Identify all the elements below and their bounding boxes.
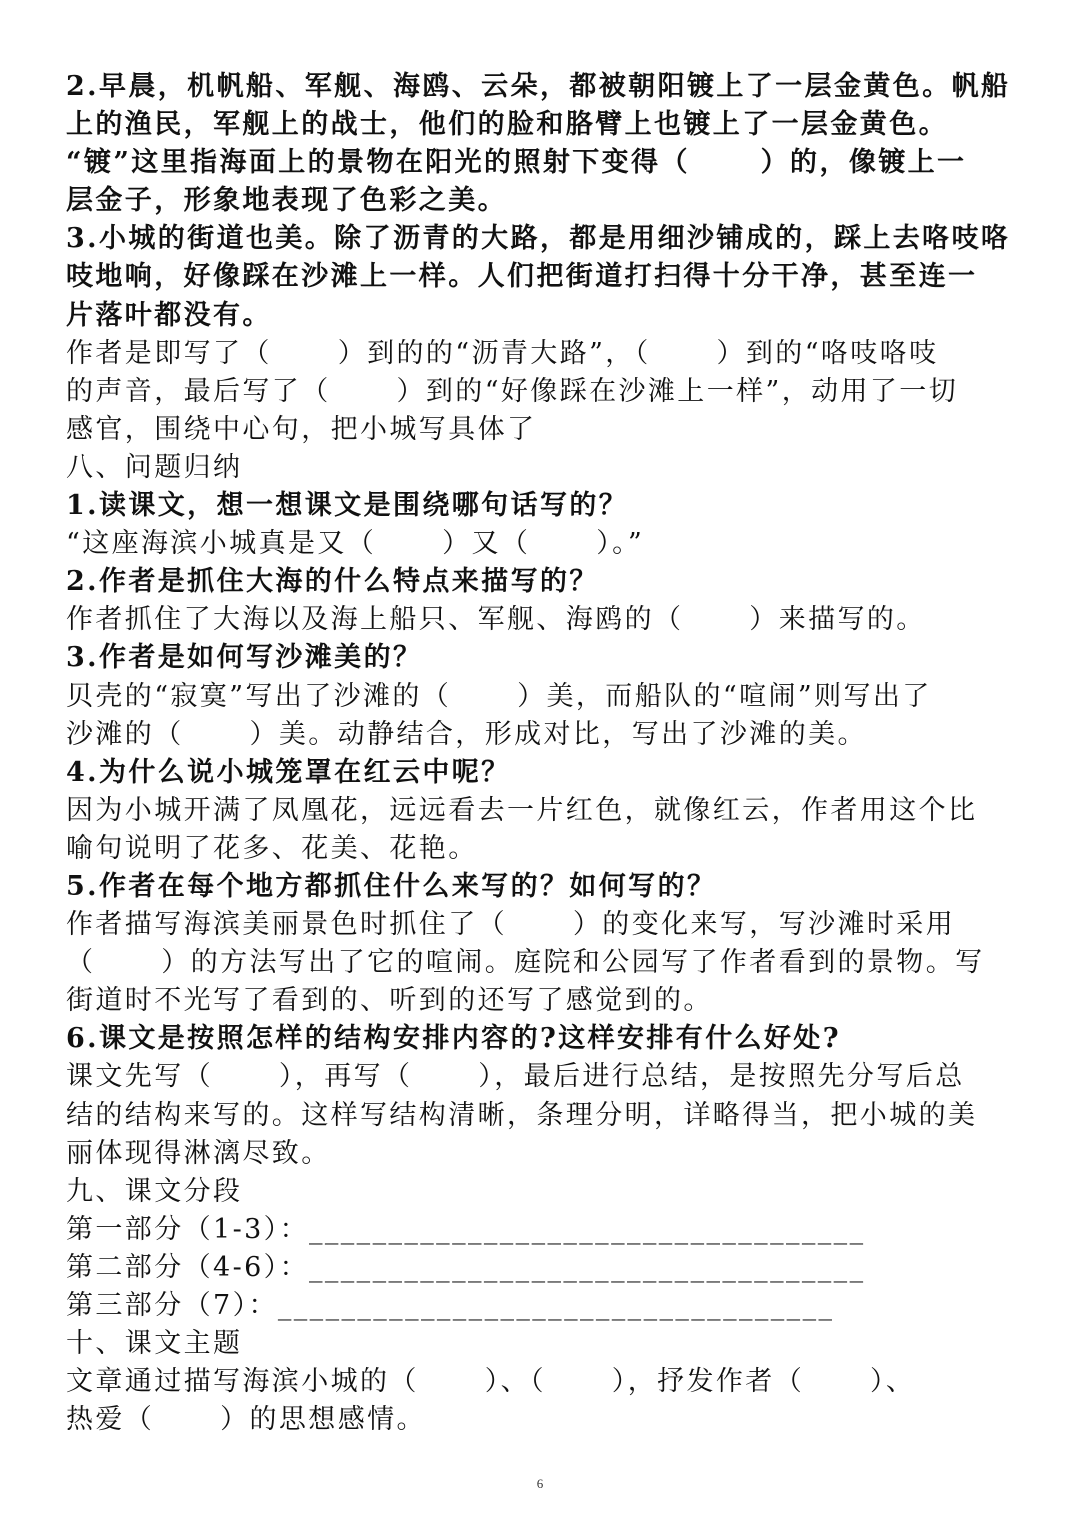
text-line: 3.小城的街道也美。除了沥青的大路，都是用细沙铺成的，踩上去咯吱咯 — [66, 223, 1011, 255]
question-line: 4.为什么说小城笼罩在红云中呢？ — [66, 756, 511, 788]
answer-line: 热爱（ ）的思想感情。 — [66, 1404, 426, 1436]
section-heading: 十、课文主题 — [66, 1328, 243, 1360]
text-line: 2.早晨，机帆船、军舰、海鸥、云朵，都被朝阳镀上了一层金黄色。帆船 — [66, 71, 1011, 102]
question-line: 3.作者是如何写沙滩美的？ — [66, 642, 423, 674]
answer-line: 文章通过描写海滨小城的（ ）、（ ），抒发作者（ ）、 — [66, 1366, 916, 1398]
text-line: 层金子，形象地表现了色彩之美。 — [66, 185, 507, 217]
answer-line: 课文先写（ ），再写（ ），最后进行总结，是按照先分写后总 — [66, 1061, 965, 1093]
text-line: 的声音，最后写了（ ）到的“好像踩在沙滩上一样”，动用了一切 — [66, 375, 959, 407]
fill-in-line: 第三部分（7）：___________________________________ — [66, 1290, 835, 1321]
answer-line: 沙滩的（ ）美。动静结合，形成对比，写出了沙滩的美。 — [66, 718, 867, 750]
text-line: 作者是即写了（ ）到的的“沥青大路”，（ ）到的“咯吱咯吱 — [66, 337, 939, 369]
answer-line: 喻句说明了花多、花美、花艳。 — [66, 832, 478, 864]
answer-line: 街道时不光写了看到的、听到的还写了感觉到的。 — [66, 985, 713, 1017]
answer-line: 贝壳的“寂寞”写出了沙滩的（ ）美，而船队的“喧闹”则写出了 — [66, 680, 932, 712]
answer-line: （ ）的方法写出了它的喧闹。庭院和公园写了作者看到的景物。写 — [66, 947, 985, 979]
section-heading: 九、课文分段 — [66, 1175, 243, 1207]
answer-line: 因为小城开满了凤凰花，远远看去一片红色，就像红云，作者用这个比 — [66, 794, 978, 826]
text-line: “镀”这里指海面上的景物在阳光的照射下变得（ ）的，像镀上一 — [66, 147, 967, 179]
answer-line: 作者描写海滨美丽景色时抓住了（ ）的变化来写，写沙滩时采用 — [66, 909, 956, 941]
answer-line: 丽体现得淋漓尽致。 — [66, 1137, 331, 1169]
fill-in-line: 第一部分（1-3）：___________________________________ — [66, 1213, 866, 1245]
answer-line: 结的结构来写的。这样写结构清晰，条理分明，详略得当，把小城的美 — [66, 1099, 978, 1131]
worksheet-body — [66, 68, 1016, 1439]
question-line: 6.课文是按照怎样的结构安排内容的?这样安排有什么好处? — [66, 1023, 842, 1055]
question-line: 5.作者在每个地方都抓住什么来写的？如何写的？ — [66, 870, 717, 902]
question-line: 1.读课文，想一想课文是围绕哪句话写的？ — [66, 490, 629, 522]
question-line: 2.作者是抓住大海的什么特点来描写的？ — [66, 566, 599, 598]
answer-line: 作者抓住了大海以及海上船只、军舰、海鸥的（ ）来描写的。 — [66, 604, 926, 636]
answer-line: “这座海滨小城真是又（ ）又（ ）。” — [66, 528, 645, 560]
section-heading: 八、问题归纳 — [66, 451, 243, 483]
text-line: 吱地响，好像踩在沙滩上一样。人们把街道打扫得十分干净，甚至连一 — [66, 261, 978, 293]
page-number: 6 — [536, 1476, 544, 1491]
text-line: 片落叶都没有。 — [66, 299, 272, 331]
fill-in-line: 第二部分（4-6）：___________________________________ — [66, 1251, 866, 1283]
text-line: 感官，围绕中心句，把小城写具体了 — [66, 413, 537, 445]
text-line: 上的渔民，军舰上的战士，他们的脸和胳臂上也镀上了一层金黄色。 — [66, 109, 948, 141]
